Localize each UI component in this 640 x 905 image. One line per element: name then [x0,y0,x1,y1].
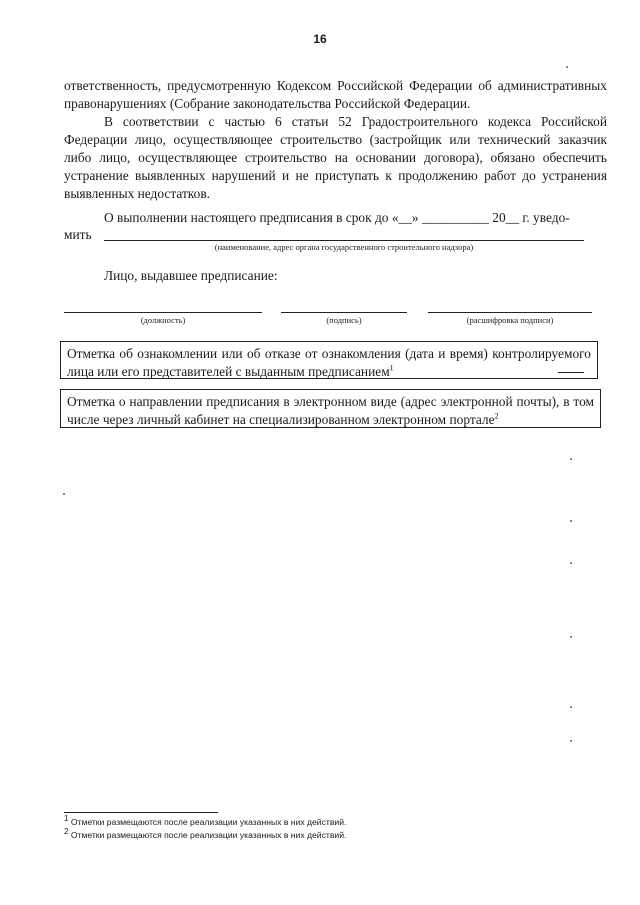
acknowledgement-blank [558,372,584,373]
scan-speck [570,520,572,522]
footnote-separator [64,812,218,813]
footnote-ref-2: 2 [494,411,499,421]
acknowledgement-box[interactable] [60,341,598,379]
scan-speck [566,66,568,68]
scan-speck [63,493,65,495]
name-caption: (расшифровка подписи) [466,315,554,325]
issuer-label: Лицо, выдавшее предписание: [104,268,278,283]
electronic-delivery-text: Отметка о направлении предписания в электронном виде (адрес электронной почты), в том числе через личный кабинет на специализированном электронном портале [67,394,594,427]
notify-line: О выполнении настоящего предписания в срок до «__» __________ 20__ г. уведо- [104,210,570,225]
footnote-1-mark: 1 [64,814,69,824]
scan-speck [570,458,572,460]
electronic-delivery-box[interactable] [60,389,601,428]
paragraph-obligation: В соответствии с частью 6 статьи 52 Градостроительного кодекса Российской Федерации лицо, осуществляющее строительство (застройщик или технический заказчик либо лицо, осуществляющее строительство на основании договора), обязано обеспечить устранение выявленных нарушений и не приступать к продолжению работ до устранения выявленных недостатков. [64,114,607,201]
acknowledgement-text: Отметка об ознакомлении или об отказе от ознакомления (дата и время) контролируемого лица или его представителей с выданным предписанием [67,346,591,379]
notify-blank-line[interactable] [104,240,584,241]
position-caption: (должность) [140,315,186,325]
scan-speck [570,636,572,638]
position-blank-line[interactable] [64,312,262,313]
signature-caption: (подпись) [326,315,362,325]
footnote-2-text: Отметки размещаются после реализации указанных в них действий. [70,830,347,840]
footnote-2-mark: 2 [64,827,69,837]
signature-blank-line[interactable] [281,312,407,313]
scan-speck [570,740,572,742]
scan-speck [570,562,572,564]
footnote-2 [64,827,347,840]
paragraph-liability: ответственность, предусмотренную Кодексом Российской Федерации об административных правонарушениях (Собрание законодательства Российской Федерации. [64,78,607,111]
notify-line-start: мить [64,227,92,242]
page-number: 16 [313,32,327,46]
footnote-1-text: Отметки размещаются после реализации указанных в них действий. [70,817,347,827]
footnote-ref-1: 1 [389,363,394,373]
scan-speck [570,706,572,708]
name-blank-line[interactable] [428,312,592,313]
footnote-1 [64,814,347,827]
notify-caption: (наименование, адрес органа государственного строительного надзора) [214,242,474,252]
